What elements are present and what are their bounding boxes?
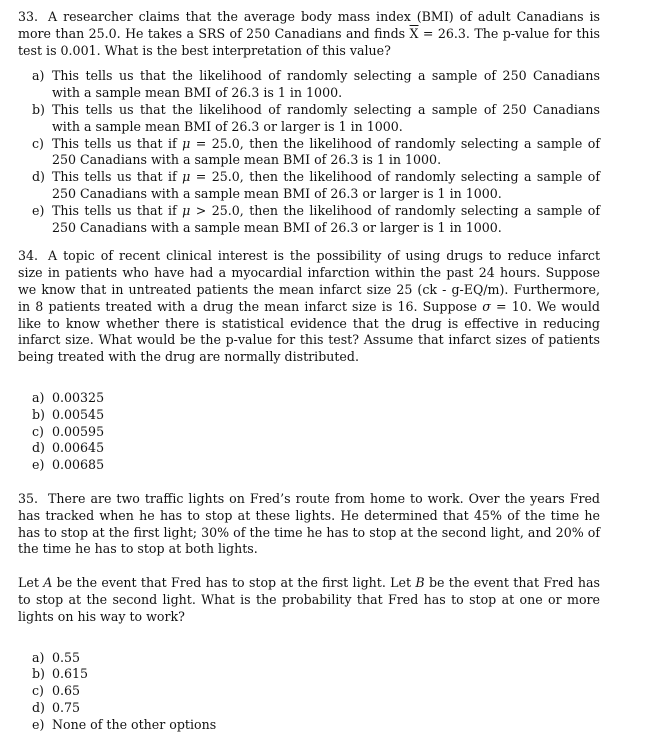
q35-stem2-text-3: be the event that Fred has to stop at the second light. What is the probability that Fred has to stop at one or more lights on his way to work? xyxy=(18,575,600,624)
q35-option-e-text: None of the other options xyxy=(52,717,600,733)
q35-options xyxy=(18,650,600,733)
q33-option-b-text: This tells us that the likelihood of randomly selecting a sample of 250 Canadians with a sample mean BMI of 26.3 or larger is 1 in 1000. xyxy=(52,102,600,136)
q33-option-d-text xyxy=(52,169,600,203)
q35-option-d-text: 0.75 xyxy=(52,700,600,717)
q35-option-d[interactable] xyxy=(32,700,600,717)
q33-option-c-post: = 25.0, then the likelihood of randomly selecting a sample of 250 Canadians with a sample mean BMI of 26.3 is 1 in 1000. xyxy=(52,136,600,168)
q35-event-a: A xyxy=(43,575,52,590)
q33-option-e-post: > 25.0, then the likelihood of randomly selecting a sample of 250 Canadians with a sample mean BMI of 26.3 or larger is 1 in 1000. xyxy=(52,203,600,235)
q34-stem-text-2: = 10. We would like to know whether there is statistical evidence that the drug is effective in reducing infarct size. What would be the p-value for this test? Assume that infarct sizes of patients being treated with the drug are normally distributed. xyxy=(18,299,600,364)
q33-option-d-post: = 25.0, then the likelihood of randomly selecting a sample of 250 Canadians with a sample mean BMI of 26.3 or larger is 1 in 1000. xyxy=(52,169,600,201)
q34-option-b-label: b) xyxy=(32,407,52,424)
q33-option-c-pre: This tells us that if xyxy=(52,136,182,151)
q34-option-e-label: e) xyxy=(32,457,52,474)
q34-option-e-text: 0.00685 xyxy=(52,457,600,474)
q35-option-a-text: 0.55 xyxy=(52,650,600,667)
q33-option-b[interactable] xyxy=(32,102,600,136)
q33-number: 33. xyxy=(18,9,38,24)
q33-option-d-label: d) xyxy=(32,169,52,203)
q35-number: 35. xyxy=(18,491,38,506)
q34-option-c-text: 0.00595 xyxy=(52,424,600,441)
q33-stem-text-2: = 26.3. The p-value for this test is 0.001. What is the best interpretation of this value? xyxy=(18,26,600,58)
q34-option-d-text: 0.00645 xyxy=(52,440,600,457)
q33-option-a-label: a) xyxy=(32,68,52,102)
q35-option-c-label: c) xyxy=(32,683,52,700)
q33-option-b-label: b) xyxy=(32,102,52,136)
q33-option-a[interactable] xyxy=(32,68,600,102)
q35-option-b-text: 0.615 xyxy=(52,666,600,683)
q35-option-d-label: d) xyxy=(32,700,52,717)
q33-option-e[interactable] xyxy=(32,203,600,237)
q35-option-c-text: 0.65 xyxy=(52,683,600,700)
q34-option-b[interactable] xyxy=(32,407,600,424)
q33-stem-text-1: A researcher claims that the average body mass index (BMI) of adult Canadians is more than 25.0. He takes a SRS of 250 Canadians and finds xyxy=(18,9,600,41)
q33-option-d[interactable] xyxy=(32,169,600,203)
q35-option-c[interactable] xyxy=(32,683,600,700)
q33-option-e-label: e) xyxy=(32,203,52,237)
q33-xbar-symbol: $\overline{X}$ xyxy=(410,26,419,41)
q34-option-c-label: c) xyxy=(32,424,52,441)
q35-option-b-label: b) xyxy=(32,666,52,683)
q34-option-a-label: a) xyxy=(32,390,52,407)
q34-option-a-text: 0.00325 xyxy=(52,390,600,407)
q33-option-d-pre: This tells us that if xyxy=(52,169,182,184)
q34-option-e[interactable] xyxy=(32,457,600,474)
q35-option-a-label: a) xyxy=(32,650,52,667)
q35-stem xyxy=(18,491,600,558)
q33-option-c-label: c) xyxy=(32,136,52,170)
q35-stem2-text-2: be the event that Fred has to stop at the first light. Let xyxy=(52,575,415,590)
q34-stem xyxy=(18,248,600,366)
q34-option-a[interactable] xyxy=(32,390,600,407)
q34-number: 34. xyxy=(18,248,38,263)
q33-option-e-text xyxy=(52,203,600,237)
q35-option-b[interactable] xyxy=(32,666,600,683)
q33-option-c-text xyxy=(52,136,600,170)
q33-stem xyxy=(18,9,600,59)
q35-stem2-text-1: Let xyxy=(18,575,43,590)
q34-options xyxy=(18,390,600,474)
q33-option-a-text: This tells us that the likelihood of randomly selecting a sample of 250 Canadians with a sample mean BMI of 26.3 is 1 in 1000. xyxy=(52,68,600,102)
q34-option-d[interactable] xyxy=(32,440,600,457)
q34-stem-text-1: A topic of recent clinical interest is the possibility of using drugs to reduce infarct size in patients who have had a myocardial infarction within the past 24 hours. Suppose we know that in untreated patients the mean infarct size 25 (ck - g-EQ/m). Furthermore, in 8 patients treated with a drug the mean infarct size is 16. Suppose xyxy=(18,248,600,313)
q34-option-d-label: d) xyxy=(32,440,52,457)
q34-sigma-symbol: σ xyxy=(482,299,491,314)
q35-stem-2 xyxy=(18,575,600,625)
q33-options xyxy=(18,68,600,236)
q33-option-e-pre: This tells us that if xyxy=(52,203,182,218)
q33-option-c-mu: μ xyxy=(182,136,190,151)
q35-event-b: B xyxy=(415,575,424,590)
q33-option-e-mu: μ xyxy=(182,203,190,218)
q35-option-e-label: e) xyxy=(32,717,52,733)
q34-option-b-text: 0.00545 xyxy=(52,407,600,424)
q33-option-d-mu: μ xyxy=(182,169,190,184)
q35-option-a[interactable] xyxy=(32,650,600,667)
q35-stem-text: There are two traffic lights on Fred’s route from home to work. Over the years Fred has tracked when he has to stop at these lights. He determined that 45% of the time he has to stop at the first light; 30% of the time he has to stop at the second light, and 20% of the time he has to stop at both lights. xyxy=(18,491,600,556)
q34-option-c[interactable] xyxy=(32,424,600,441)
q33-option-c[interactable] xyxy=(32,136,600,170)
q35-option-e[interactable] xyxy=(32,717,600,733)
